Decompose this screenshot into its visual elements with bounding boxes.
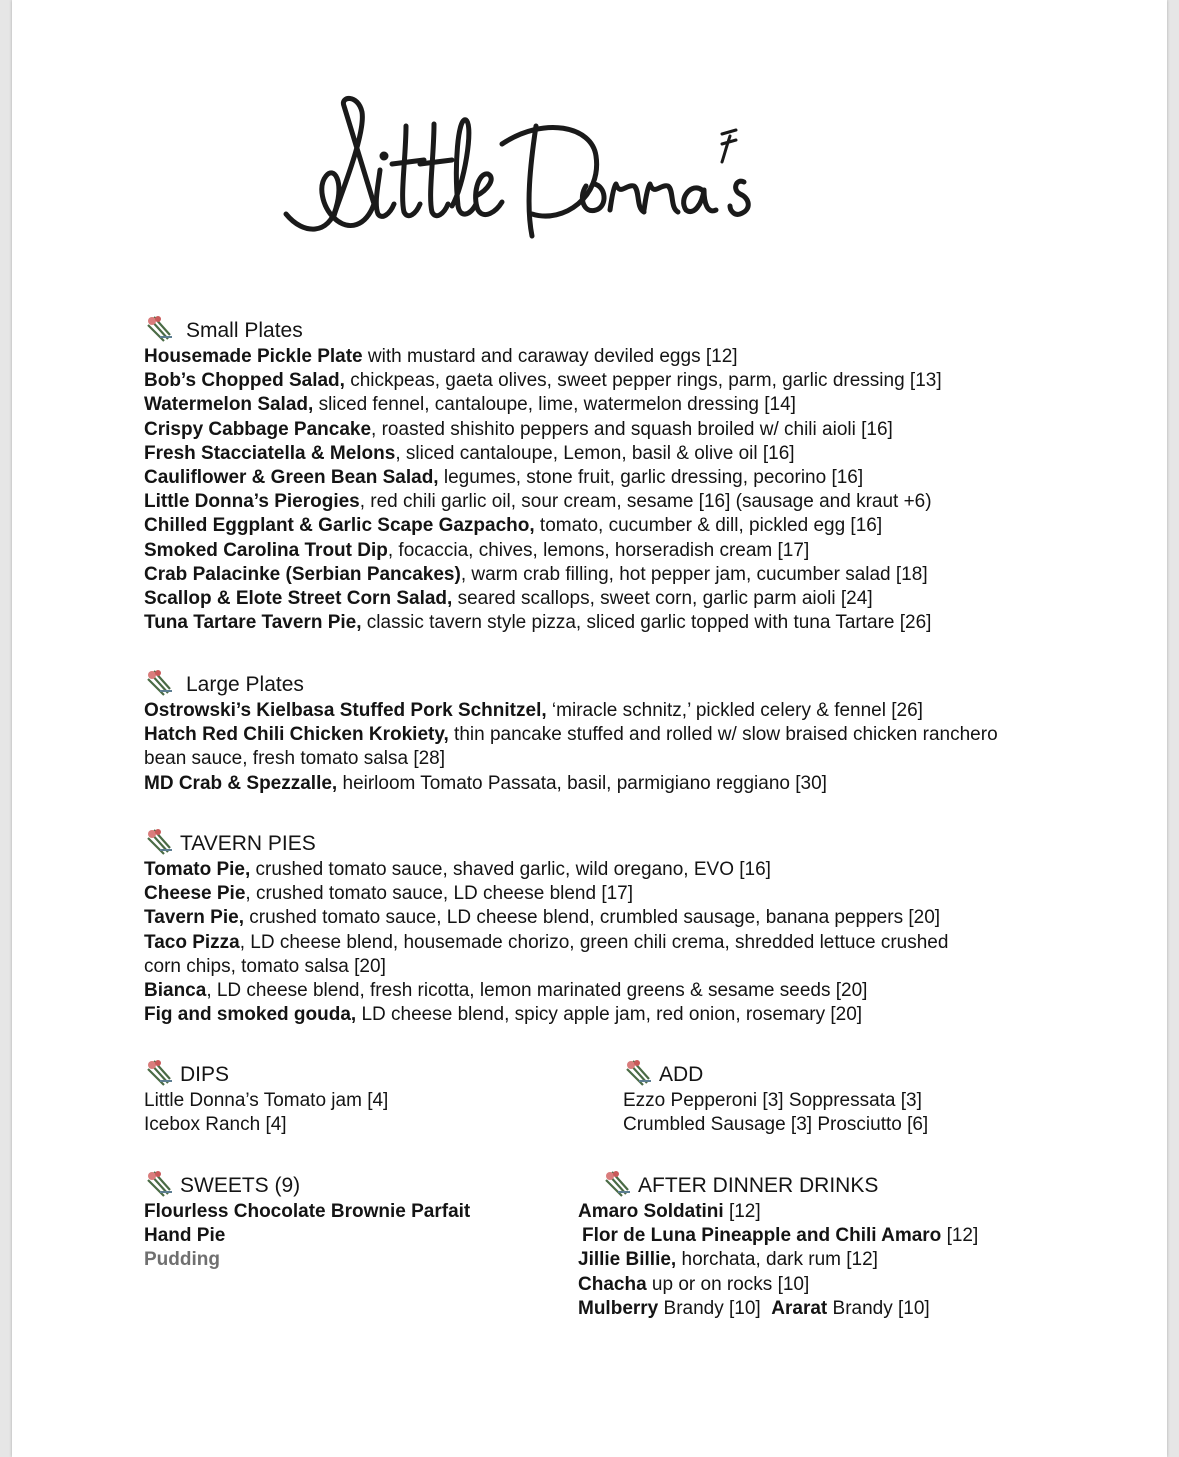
- menu-item: [144, 1003, 974, 1027]
- section-title: SWEETS (9): [180, 1174, 301, 1197]
- menu-item-description: seared scallops, sweet corn, garlic parm aioli [24]: [452, 588, 873, 610]
- menu-item-name: Scallop & Elote Street Corn Salad,: [144, 588, 453, 610]
- list-item: Hand Pie: [144, 1225, 226, 1247]
- section-title: TAVERN PIES: [180, 832, 316, 855]
- menu-item-name: Fig and smoked gouda,: [144, 1004, 357, 1026]
- bouquet-icon: [144, 669, 174, 697]
- menu-item: [144, 418, 1154, 442]
- menu-item-name: Bob’s Chopped Salad,: [144, 370, 345, 392]
- bouquet-icon: [623, 1059, 653, 1087]
- menu-item: [144, 539, 1154, 563]
- list-item: Icebox Ranch [4]: [144, 1114, 287, 1136]
- little-donnas-logo: [274, 86, 804, 258]
- menu-item: [144, 587, 1154, 611]
- sweets-section: [144, 1168, 564, 1273]
- section-title: ADD: [659, 1063, 704, 1086]
- menu-item: [144, 723, 1014, 771]
- list-item: Little Donna’s Tomato jam [4]: [144, 1090, 389, 1111]
- menu-item-description: classic tavern style pizza, sliced garlic topped with tuna Tartare [26]: [361, 612, 932, 634]
- menu-item-description: LD cheese blend, spicy apple jam, red onion, rosemary [20]: [356, 1004, 863, 1026]
- tavern-pies-header: [144, 826, 1154, 856]
- menu-item-description: chickpeas, gaeta olives, sweet pepper rings, parm, garlic dressing [13]: [344, 370, 942, 392]
- menu-item-description: , warm crab filling, hot pepper jam, cucumber salad [18]: [460, 563, 928, 585]
- menu-item: [144, 514, 1154, 538]
- menu-item: [144, 490, 1154, 514]
- menu-item: [144, 442, 1154, 466]
- menu-page: [12, 0, 1167, 1457]
- menu-item-name: Crispy Cabbage Pancake: [144, 418, 372, 440]
- menu-item-description: tomato, cucumber & dill, pickled egg [16]: [534, 515, 883, 537]
- menu-item-description: ‘miracle schnitz,’ pickled celery & fennel [26]: [546, 700, 923, 721]
- list-item: Crumbled Sausage [3] Prosciutto [6]: [623, 1114, 929, 1136]
- bouquet-icon: [144, 1170, 174, 1198]
- menu-item-description: , crushed tomato sauce, LD cheese blend [17]: [245, 883, 634, 905]
- menu-item-description: , focaccia, chives, lemons, horseradish cream [17]: [387, 539, 810, 561]
- menu-item-name: Ostrowski’s Kielbasa Stuffed Pork Schnitzel,: [144, 700, 547, 721]
- menu-item: [144, 931, 974, 979]
- dips-header: [144, 1057, 564, 1087]
- menu-item-name: MD Crab & Spezzalle,: [144, 772, 338, 794]
- menu-item-name: Cauliflower & Green Bean Salad,: [144, 467, 439, 489]
- section-title: DIPS: [180, 1063, 230, 1086]
- menu-item-description: with mustard and caraway deviled eggs [12]: [362, 346, 738, 367]
- bouquet-icon: [602, 1170, 632, 1198]
- menu-item-name: Taco Pizza: [144, 931, 240, 953]
- section-title: Small Plates: [186, 319, 303, 342]
- menu-item-description: thin pancake stuffed and rolled w/ slow braised chicken ranchero bean sauce, fresh tomato salsa [28]: [144, 724, 998, 770]
- menu-item-name: Tavern Pie,: [144, 907, 244, 929]
- menu-item-name: Watermelon Salad,: [144, 394, 314, 416]
- menu-item: [144, 858, 974, 882]
- small-plates-section: [144, 313, 1154, 635]
- menu-item: [144, 345, 1154, 369]
- menu-item-name: Hatch Red Chili Chicken Krokiety,: [144, 724, 449, 746]
- add-section: [623, 1057, 1043, 1137]
- menu-item-description: heirloom Tomato Passata, basil, parmigiano reggiano [30]: [337, 772, 827, 794]
- large-plates-section: [144, 667, 1154, 796]
- menu-item-name: Tuna Tartare Tavern Pie,: [144, 612, 362, 634]
- menu-item: [144, 563, 1154, 587]
- list-item: Flor de Luna Pineapple and Chili Amaro [12]: [582, 1225, 979, 1247]
- menu-item-name: Smoked Carolina Trout Dip: [144, 539, 388, 561]
- menu-item-description: crushed tomato sauce, LD cheese blend, crumbled sausage, banana peppers [20]: [243, 907, 941, 929]
- menu-item: [144, 393, 1154, 417]
- bouquet-icon: [144, 315, 174, 343]
- menu-item-description: , red chili garlic oil, sour cream, sesame [16] (sausage and kraut +6): [359, 491, 932, 513]
- list-item: Chacha up or on rocks [10]: [578, 1273, 810, 1295]
- tavern-pies-section: [144, 826, 1154, 1027]
- dips-section: [144, 1057, 564, 1137]
- list-item: Jillie Billie, horchata, dark rum [12]: [578, 1249, 878, 1271]
- menu-item-name: Fresh Stacciatella & Melons: [144, 442, 396, 464]
- menu-item-description: legumes, stone fruit, garlic dressing, pecorino [16]: [438, 467, 864, 489]
- list-item: Flourless Chocolate Brownie Parfait: [144, 1201, 471, 1222]
- menu-item-name: Chilled Eggplant & Garlic Scape Gazpacho,: [144, 515, 535, 537]
- menu-item-description: , LD cheese blend, fresh ricotta, lemon marinated greens & sesame seeds [20]: [206, 980, 868, 1002]
- small-plates-header: [144, 313, 1154, 343]
- menu-item: [144, 699, 1014, 723]
- menu-item: [144, 369, 1154, 393]
- bouquet-icon: [144, 1059, 174, 1087]
- menu-item-name: Crab Palacinke (Serbian Pancakes): [144, 563, 461, 585]
- list-item: Ezzo Pepperoni [3] Soppressata [3]: [623, 1090, 922, 1111]
- menu-item: [144, 906, 974, 930]
- menu-item-description: , LD cheese blend, housemade chorizo, green chili crema, shredded lettuce crushed corn chips, tomato salsa [20]: [144, 931, 949, 977]
- menu-item-description: crushed tomato sauce, shaved garlic, wild oregano, EVO [16]: [250, 859, 771, 880]
- menu-item: [144, 611, 1154, 635]
- menu-item-name: Little Donna’s Pierogies: [144, 491, 360, 513]
- drinks-section: [578, 1168, 1048, 1321]
- menu-item-description: , sliced cantaloupe, Lemon, basil & olive oil [16]: [395, 442, 795, 464]
- menu-item: [144, 772, 1014, 796]
- menu-item-description: sliced fennel, cantaloupe, lime, watermelon dressing [14]: [313, 394, 796, 416]
- section-title: Large Plates: [186, 673, 304, 696]
- menu-item-name: Tomato Pie,: [144, 859, 251, 880]
- drinks-header: [602, 1168, 1048, 1198]
- list-item: Mulberry Brandy [10] Ararat Brandy [10]: [578, 1297, 930, 1319]
- menu-item-description: , roasted shishito peppers and squash broiled w/ chili aioli [16]: [371, 418, 893, 440]
- sweets-header: [144, 1168, 564, 1198]
- large-plates-header: [144, 667, 1154, 697]
- section-title: AFTER DINNER DRINKS: [638, 1174, 879, 1197]
- menu-item-name: Bianca: [144, 980, 207, 1002]
- list-item: Pudding: [144, 1249, 220, 1271]
- menu-item: [144, 979, 974, 1003]
- menu-item: [144, 882, 974, 906]
- list-item: Amaro Soldatini [12]: [578, 1201, 761, 1222]
- menu-item-name: Housemade Pickle Plate: [144, 346, 363, 367]
- add-header: [623, 1057, 1043, 1087]
- bouquet-icon: [144, 828, 174, 856]
- menu-item-name: Cheese Pie: [144, 883, 246, 905]
- menu-item: [144, 466, 1154, 490]
